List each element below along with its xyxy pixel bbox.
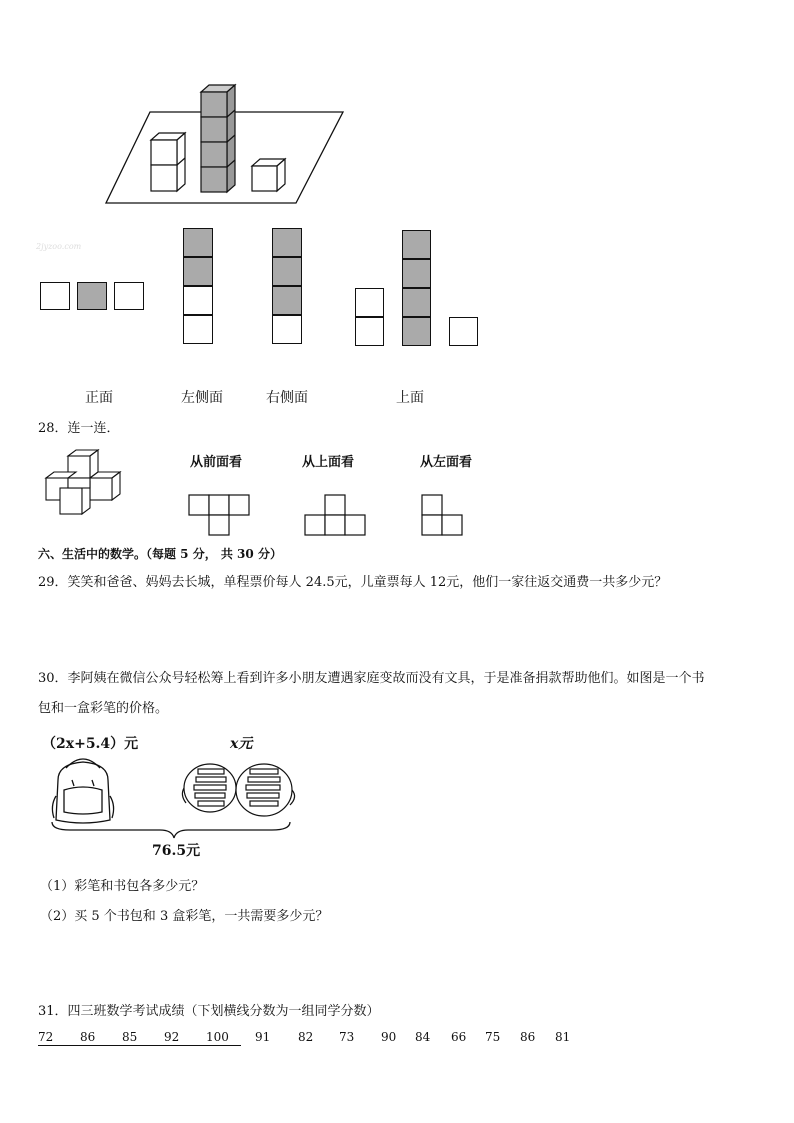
front-view-square xyxy=(40,282,70,310)
right-view-square xyxy=(272,257,302,286)
q30-line2: 包和一盒彩笔的价格。 xyxy=(38,701,169,716)
front-view-square xyxy=(114,282,144,310)
front-view-square xyxy=(77,282,107,310)
score: 66 xyxy=(451,1030,467,1044)
left-view-square xyxy=(183,286,213,315)
q28-label-left: 从左面看 xyxy=(420,455,473,470)
score-underlined: 85 xyxy=(108,1030,151,1046)
top-view-label: 上面 xyxy=(396,390,424,406)
cube-arrangement-figure xyxy=(0,0,794,220)
left-view-square xyxy=(183,315,213,344)
section6-title: 六、生活中的数学。（每题 5 分， 共 30 分） xyxy=(38,547,282,561)
right-view-label: 右侧面 xyxy=(266,390,308,406)
front-view-label: 正面 xyxy=(85,390,113,406)
top-view-square xyxy=(402,317,431,346)
q28-view-front xyxy=(188,494,258,544)
score-underlined: 100 xyxy=(192,1030,241,1046)
watermark: 2jyzoo.com xyxy=(36,242,82,251)
q28-view-left xyxy=(421,494,491,544)
score-underlined: 92 xyxy=(150,1030,193,1046)
backpack-icon xyxy=(48,750,118,830)
q30-line1: 30．李阿姨在微信公众号轻松筹上看到许多小朋友遭遇家庭变故而没有文具，于是准备捐款帮助他们。如图是一个书 xyxy=(38,671,705,686)
top-view-square xyxy=(449,317,478,346)
score-underlined: 72 xyxy=(38,1030,67,1046)
q30-sub1: （1）彩笔和书包各多少元？ xyxy=(40,879,205,894)
q29-text: 29．笑笑和爸爸、妈妈去长城，单程票价每人 24.5元，儿童票每人 12元，他们一家往返交通费一共多少元？ xyxy=(38,575,668,590)
q30-sub2: （2）买 5 个书包和 3 盒彩笔，一共需要多少元？ xyxy=(40,909,329,924)
score: 84 xyxy=(415,1030,431,1044)
total-brace xyxy=(50,820,310,840)
right-view-square xyxy=(272,228,302,257)
score: 82 xyxy=(298,1030,314,1044)
score: 90 xyxy=(381,1030,397,1044)
q28-label-top: 从上面看 xyxy=(302,455,355,470)
score: 91 xyxy=(255,1030,271,1044)
right-view-square xyxy=(272,286,302,315)
q28-cube-solid xyxy=(40,448,140,528)
score: 73 xyxy=(339,1030,355,1044)
q28-label-front: 从前面看 xyxy=(190,455,243,470)
q31-text: 31．四三班数学考试成绩（下划横线分数为一组同学分数） xyxy=(38,1004,380,1019)
pen-box-icon xyxy=(180,755,300,825)
q28-title: 28．连一连． xyxy=(38,421,120,436)
top-view-square xyxy=(355,317,384,346)
q28-view-top xyxy=(304,494,374,544)
left-view-label: 左侧面 xyxy=(181,390,223,406)
score: 75 xyxy=(485,1030,501,1044)
top-view-square xyxy=(402,288,431,317)
left-view-square xyxy=(183,228,213,257)
bag-price-label: （2x+5.4）元 xyxy=(42,736,139,752)
total-price-label: 76.5元 xyxy=(152,843,201,859)
top-view-square xyxy=(355,288,384,317)
score: 86 xyxy=(520,1030,536,1044)
right-view-square xyxy=(272,315,302,344)
score: 81 xyxy=(555,1030,571,1044)
top-view-square xyxy=(402,230,431,259)
top-view-square xyxy=(402,259,431,288)
score-underlined: 86 xyxy=(66,1030,109,1046)
pen-price-label: x元 xyxy=(230,736,253,752)
left-view-square xyxy=(183,257,213,286)
